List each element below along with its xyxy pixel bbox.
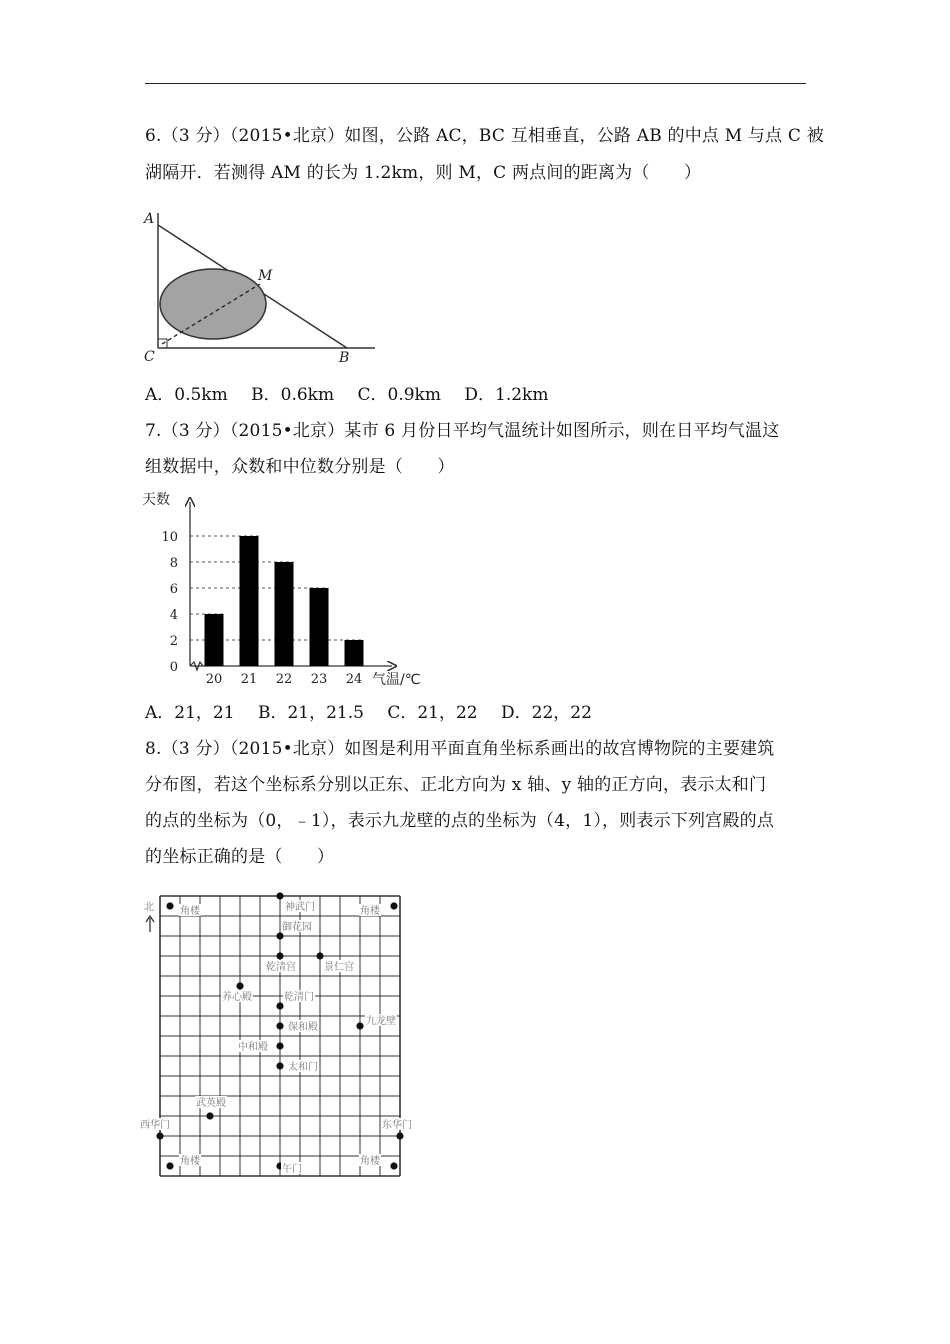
point-yangxindian: [236, 982, 243, 989]
x-axis-label: 气温/℃: [372, 672, 421, 688]
point-qianqingmen: [276, 1002, 283, 1009]
x-tick-label: 20: [205, 672, 223, 687]
q6-triangle-figure: [140, 205, 380, 370]
point-jiaolou_se: [390, 1162, 397, 1169]
north-arrow-icon: [146, 916, 154, 932]
lake-ellipse: [160, 269, 266, 339]
y-tick-label: 2: [169, 634, 178, 649]
y-axis-label: 天数: [142, 492, 170, 508]
y-tick-label: 0: [169, 660, 178, 675]
q6-text-line2: 湖隔开．若测得 AM 的长为 1.2km，则 M，C 两点间的距离为（ ）: [145, 163, 702, 183]
point-xihuamen: [156, 1132, 163, 1139]
q6-text-line1: 6.（3 分）（2015•北京）如图，公路 AC，BC 互相垂直，公路 AB 的中点 M 与点 C 被: [145, 126, 824, 146]
label-a: A: [144, 211, 155, 227]
label-qianqinggong: 乾清宫: [266, 962, 296, 973]
label-c: C: [144, 349, 155, 365]
point-jiaolou_ne: [390, 902, 397, 909]
label-baohedian: 保和殿: [288, 1022, 318, 1033]
bar-24: [345, 640, 364, 666]
point-zhonghedian: [276, 1042, 283, 1049]
q7-text-line1: 7.（3 分）（2015•北京）某市 6 月份日平均气温统计如图所示，则在日平均气温这: [145, 421, 780, 441]
label-yuhuayuan: 御花园: [282, 922, 312, 933]
y-tick-label: 10: [161, 530, 178, 545]
label-jiaolou_sw: 角楼: [180, 1156, 200, 1167]
y-tick-label: 8: [169, 556, 178, 571]
label-qianqingmen: 乾清门: [284, 992, 314, 1003]
q8-palace-map: [140, 888, 430, 1198]
q8-text-line4: 的坐标正确的是（ ）: [145, 847, 335, 867]
bar-23: [310, 588, 329, 666]
q7-options: [145, 702, 610, 724]
label-jiulongbi: 九龙壁: [366, 1016, 396, 1027]
label-yangxindian: 养心殿: [222, 992, 252, 1003]
label-jiaolou_nw: 角楼: [180, 906, 200, 917]
q7-option-c[interactable]: C．21，22: [387, 703, 478, 723]
point-donghuamen: [396, 1132, 403, 1139]
label-b: B: [339, 350, 350, 366]
north-label: 北: [144, 902, 154, 913]
q6-option-a[interactable]: A．0.5km: [145, 385, 228, 405]
q8-text-line2: 分布图，若这个坐标系分别以正东、正北方向为 x 轴、y 轴的正方向，表示太和门: [145, 775, 767, 795]
label-jingrengong: 景仁宫: [324, 962, 354, 973]
label-shenwumen: 神武门: [285, 902, 315, 913]
x-tick-label: 24: [345, 672, 363, 687]
y-tick-label: 6: [169, 582, 178, 597]
q6-option-c[interactable]: C．0.9km: [357, 385, 441, 405]
point-yuhuayuan: [276, 932, 283, 939]
x-tick-label: 23: [310, 672, 328, 687]
bar-21: [240, 536, 259, 666]
label-xihuamen: 西华门: [140, 1120, 170, 1131]
label-taihemen: 太和门: [288, 1062, 318, 1073]
q8-text-line3: 的点的坐标为（0，﹣1），表示九龙壁的点的坐标为（4，1），则表示下列宫殿的点: [145, 811, 775, 831]
q8-text-line1: 8.（3 分）（2015•北京）如图是利用平面直角坐标系画出的故宫博物院的主要建筑: [145, 739, 775, 759]
bar-22: [275, 562, 294, 666]
label-wumen: 午门: [282, 1164, 302, 1175]
point-jiaolou_nw: [166, 902, 173, 909]
q7-bar-chart: [140, 488, 440, 688]
x-tick-label: 21: [240, 672, 258, 687]
point-wuyingdian: [206, 1112, 213, 1119]
point-shenwumen: [276, 892, 283, 899]
point-baohedian: [276, 1022, 283, 1029]
label-jiaolou_se: 角楼: [360, 1156, 380, 1167]
q7-option-b[interactable]: B．21，21.5: [257, 703, 364, 723]
q6-options: [145, 384, 566, 406]
q7-text-line2: 组数据中，众数和中位数分别是（ ）: [145, 457, 455, 477]
label-m: M: [258, 268, 273, 284]
bar-20: [205, 614, 224, 666]
q7-option-a[interactable]: A．21，21: [145, 703, 235, 723]
label-zhonghedian: 中和殿: [238, 1042, 268, 1053]
point-taihemen: [276, 1062, 283, 1069]
point-jingrengong: [316, 952, 323, 959]
x-tick-label: 22: [275, 672, 293, 687]
q6-option-d[interactable]: D．1.2km: [464, 385, 549, 405]
y-tick-label: 4: [169, 608, 178, 623]
q6-option-b[interactable]: B．0.6km: [251, 385, 335, 405]
point-jiulongbi: [356, 1022, 363, 1029]
label-jiaolou_ne: 角楼: [360, 906, 380, 917]
label-wuyingdian: 武英殿: [196, 1098, 226, 1109]
point-jiaolou_sw: [166, 1162, 173, 1169]
point-qianqinggong: [276, 952, 283, 959]
header-rule: [145, 83, 806, 84]
q7-option-d[interactable]: D．22，22: [501, 703, 592, 723]
label-donghuamen: 东华门: [382, 1120, 412, 1131]
